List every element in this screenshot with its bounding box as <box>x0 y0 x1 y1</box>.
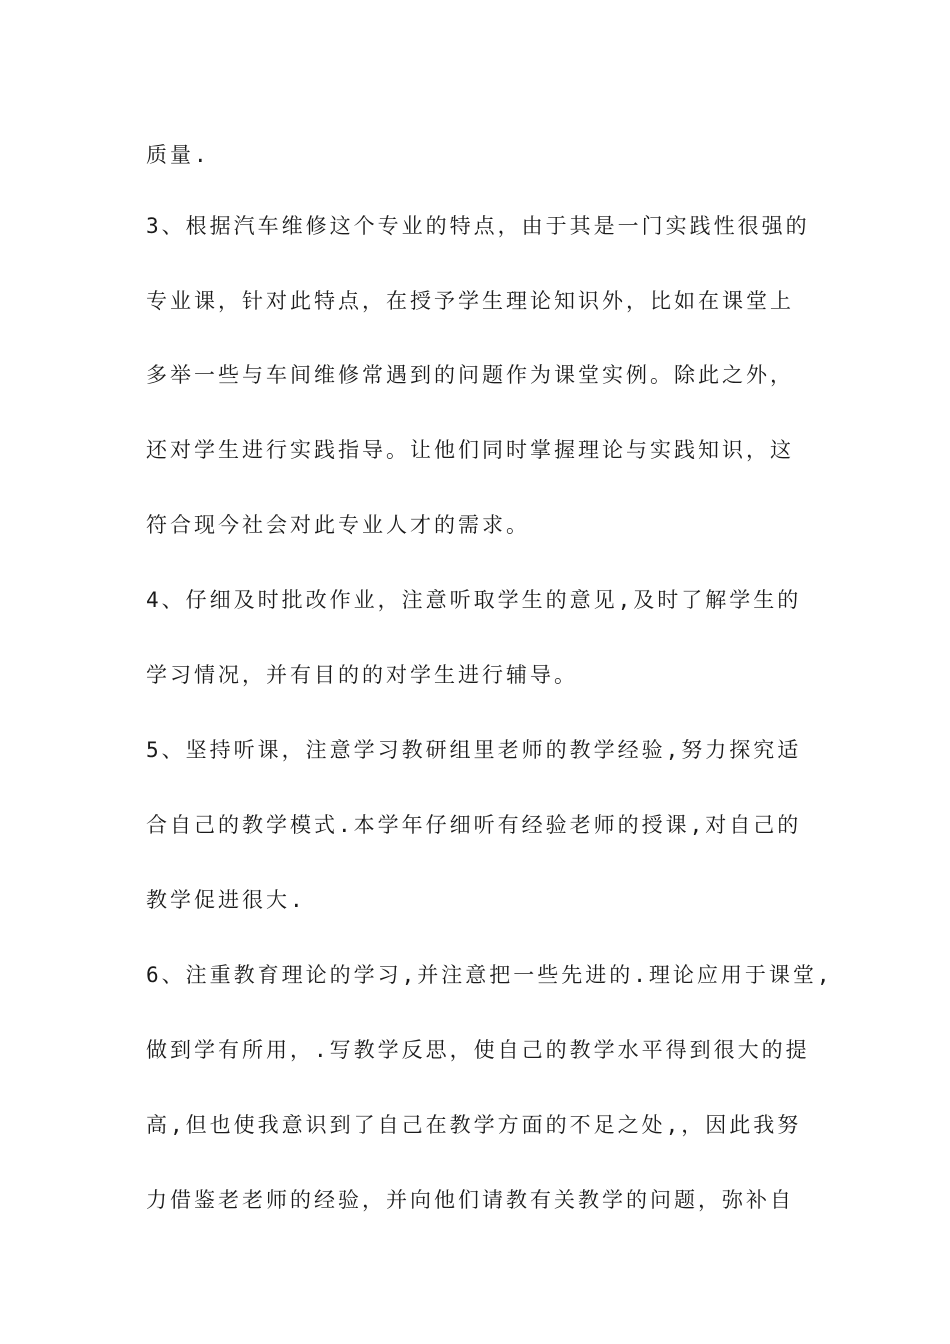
text-line: 符合现今社会对此专业人才的需求。 <box>146 513 530 537</box>
text-line: 做到学有所用，.写教学反思，使自己的教学水平得到很大的提 <box>146 1038 810 1062</box>
text-line: 5、坚持听课，注意学习教研组里老师的教学经验,努力探究适 <box>146 738 802 762</box>
text-line: 多举一些与车间维修常遇到的问题作为课堂实例。除此之外， <box>146 363 794 387</box>
text-line: 4、仔细及时批改作业，注意听取学生的意见,及时了解学生的 <box>146 588 802 612</box>
text-line: 学习情况，并有目的的对学生进行辅导。 <box>146 663 578 687</box>
text-line: 质量. <box>146 143 210 167</box>
text-line: 合自己的教学模式.本学年仔细听有经验老师的授课,对自己的 <box>146 813 802 837</box>
text-line: 教学促进很大. <box>146 888 306 912</box>
text-line: 还对学生进行实践指导。让他们同时掌握理论与实践知识，这 <box>146 438 794 462</box>
text-line: 专业课，针对此特点，在授予学生理论知识外，比如在课堂上 <box>146 289 794 313</box>
text-line: 3、根据汽车维修这个专业的特点，由于其是一门实践性很强的 <box>146 214 810 238</box>
text-line: 力借鉴老老师的经验，并向他们请教有关教学的问题，弥补自 <box>146 1188 794 1212</box>
text-line: 高,但也使我意识到了自己在教学方面的不足之处,，因此我努 <box>146 1113 802 1137</box>
text-line: 6、注重教育理论的学习,并注意把一些先进的.理论应用于课堂, <box>146 963 833 987</box>
